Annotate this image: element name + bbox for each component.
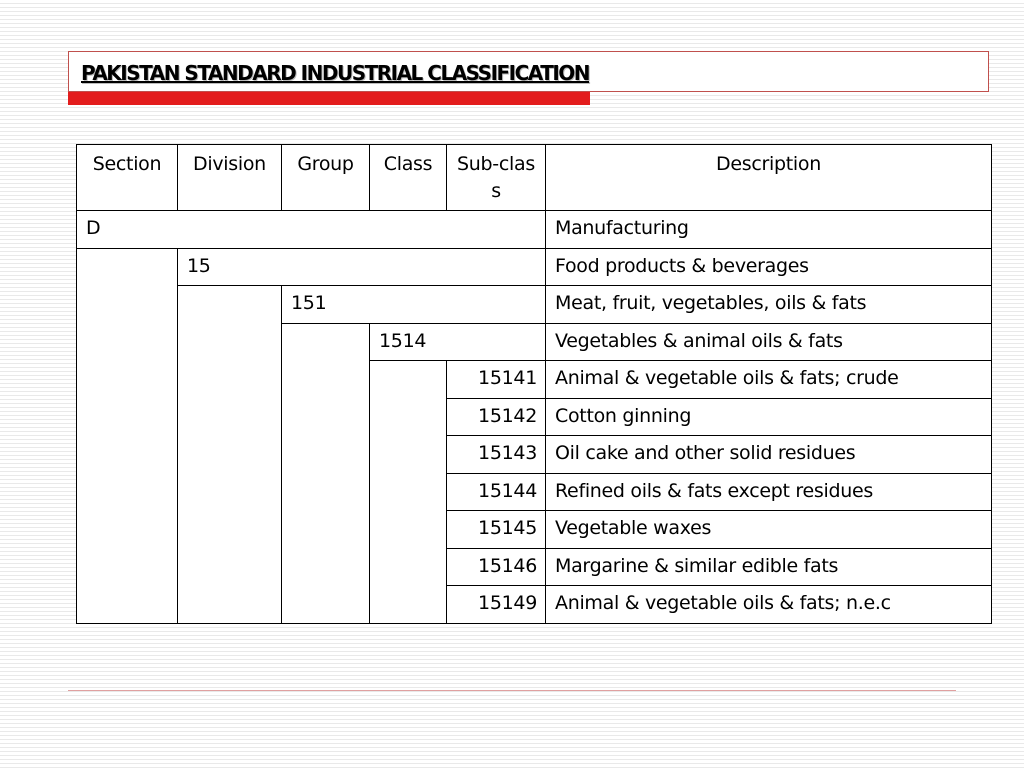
class-spacer-cell: [370, 361, 447, 624]
subclass-description: Vegetable waxes: [546, 511, 992, 549]
header-description: Description: [546, 145, 992, 211]
header-subclass: Sub-class: [447, 145, 546, 211]
section-code: D: [77, 211, 546, 249]
division-code: 15: [178, 248, 546, 286]
subclass-code: 15145: [447, 511, 546, 549]
footer-divider: [68, 690, 956, 691]
slide-title: PAKISTAN STANDARD INDUSTRIAL CLASSIFICATION: [81, 61, 590, 85]
subclass-description: Oil cake and other solid residues: [546, 436, 992, 474]
subclass-code: 15143: [447, 436, 546, 474]
group-spacer-cell: [282, 323, 370, 623]
table-row: [77, 248, 992, 286]
subclass-description: Margarine & similar edible fats: [546, 548, 992, 586]
class-code: 1514: [370, 323, 546, 361]
subclass-code: 15142: [447, 398, 546, 436]
group-description: Meat, fruit, vegetables, oils & fats: [546, 286, 992, 324]
subclass-description: Cotton ginning: [546, 398, 992, 436]
header-division: Division: [178, 145, 282, 211]
section-spacer-cell: [77, 248, 178, 623]
subclass-code: 15146: [447, 548, 546, 586]
subclass-code: 15149: [447, 586, 546, 624]
division-spacer-cell: [178, 286, 282, 624]
title-box: [68, 51, 989, 92]
table-row: [77, 286, 992, 324]
subclass-description: Animal & vegetable oils & fats; n.e.c: [546, 586, 992, 624]
header-row: [77, 145, 992, 211]
subclass-code: 15141: [447, 361, 546, 399]
header-section: Section: [77, 145, 178, 211]
header-group: Group: [282, 145, 370, 211]
division-description: Food products & beverages: [546, 248, 992, 286]
subclass-code: 15144: [447, 473, 546, 511]
title-accent-bar: [68, 92, 590, 105]
classification-table: [76, 144, 992, 624]
table-row: [77, 211, 992, 249]
section-description: Manufacturing: [546, 211, 992, 249]
class-description: Vegetables & animal oils & fats: [546, 323, 992, 361]
header-class: Class: [370, 145, 447, 211]
subclass-description: Refined oils & fats except residues: [546, 473, 992, 511]
subclass-description: Animal & vegetable oils & fats; crude: [546, 361, 992, 399]
group-code: 151: [282, 286, 546, 324]
